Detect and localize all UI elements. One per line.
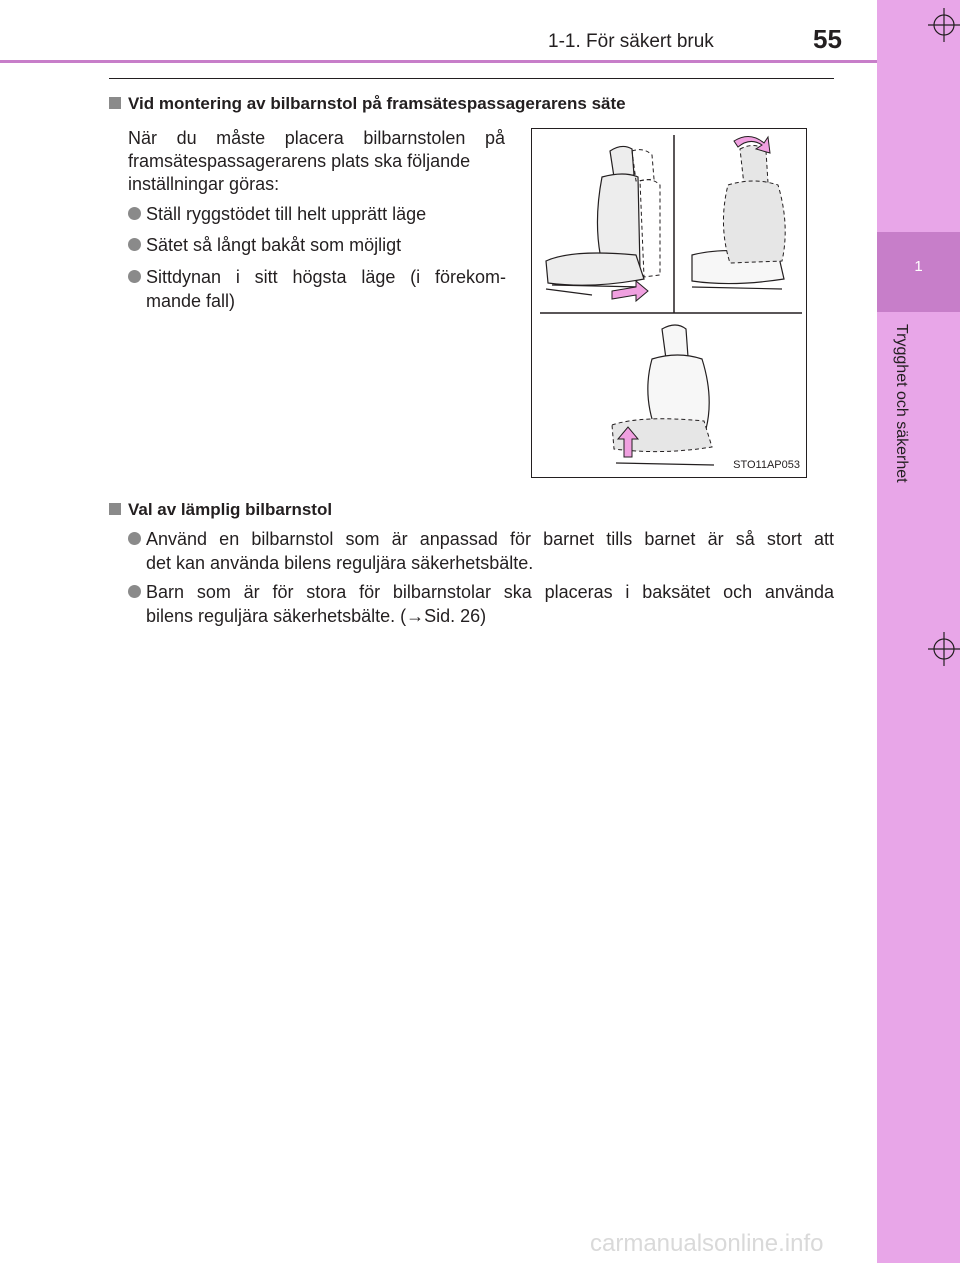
header-rule xyxy=(0,60,877,63)
watermark: carmanualsonline.info xyxy=(590,1230,824,1257)
bullet-dot-icon xyxy=(128,270,141,283)
list-item: Sätet så långt bakåt som möjligt xyxy=(146,233,506,257)
section-title: 1-1. För säkert bruk xyxy=(548,31,714,52)
chapter-title: Trygghet och säkerhet xyxy=(893,324,910,483)
registration-mark-icon xyxy=(928,632,960,666)
bullet-dot-icon xyxy=(128,207,141,220)
bullet-dot-icon xyxy=(128,532,141,545)
page-number: 55 xyxy=(813,24,842,54)
figure-code: STO11AP053 xyxy=(733,459,800,471)
intro-paragraph: När du måste placera bilbarnstolen på framsätespassagerarens plats ska följande inställningar göras: xyxy=(128,128,505,194)
reference-arrow-icon: → xyxy=(406,606,425,626)
square-bullet-icon xyxy=(109,503,121,515)
section-heading: Val av lämplig bilbarnstol xyxy=(109,500,332,520)
square-bullet-icon xyxy=(109,97,121,109)
list-item: Barn som är för stora för bilbarnstolar ska placeras i baksätet och använda bilens reguljära säkerhetsbälte. (→Sid. 26) xyxy=(146,580,834,628)
bullet-dot-icon xyxy=(128,238,141,251)
content-rule xyxy=(109,78,834,79)
list-item: Ställ ryggstödet till helt upprätt läge xyxy=(146,202,506,226)
chapter-number: 1 xyxy=(914,258,923,275)
section-heading: Vid montering av bilbarnstol på framsätespassagerarens säte xyxy=(109,94,626,114)
registration-mark-icon xyxy=(928,8,960,42)
bullet-dot-icon xyxy=(128,585,141,598)
seat-illustration xyxy=(532,129,806,477)
seat-adjustment-figure xyxy=(531,128,807,478)
list-item: Använd en bilbarnstol som är anpassad för barnet tills barnet är så stort att det kan använda bilens reguljära säkerhetsbälte. xyxy=(146,527,834,575)
page-reference-link[interactable]: Sid. 26) xyxy=(424,606,487,626)
list-item: Sittdynan i sitt högsta läge (i förekom- mande fall) xyxy=(146,265,506,313)
